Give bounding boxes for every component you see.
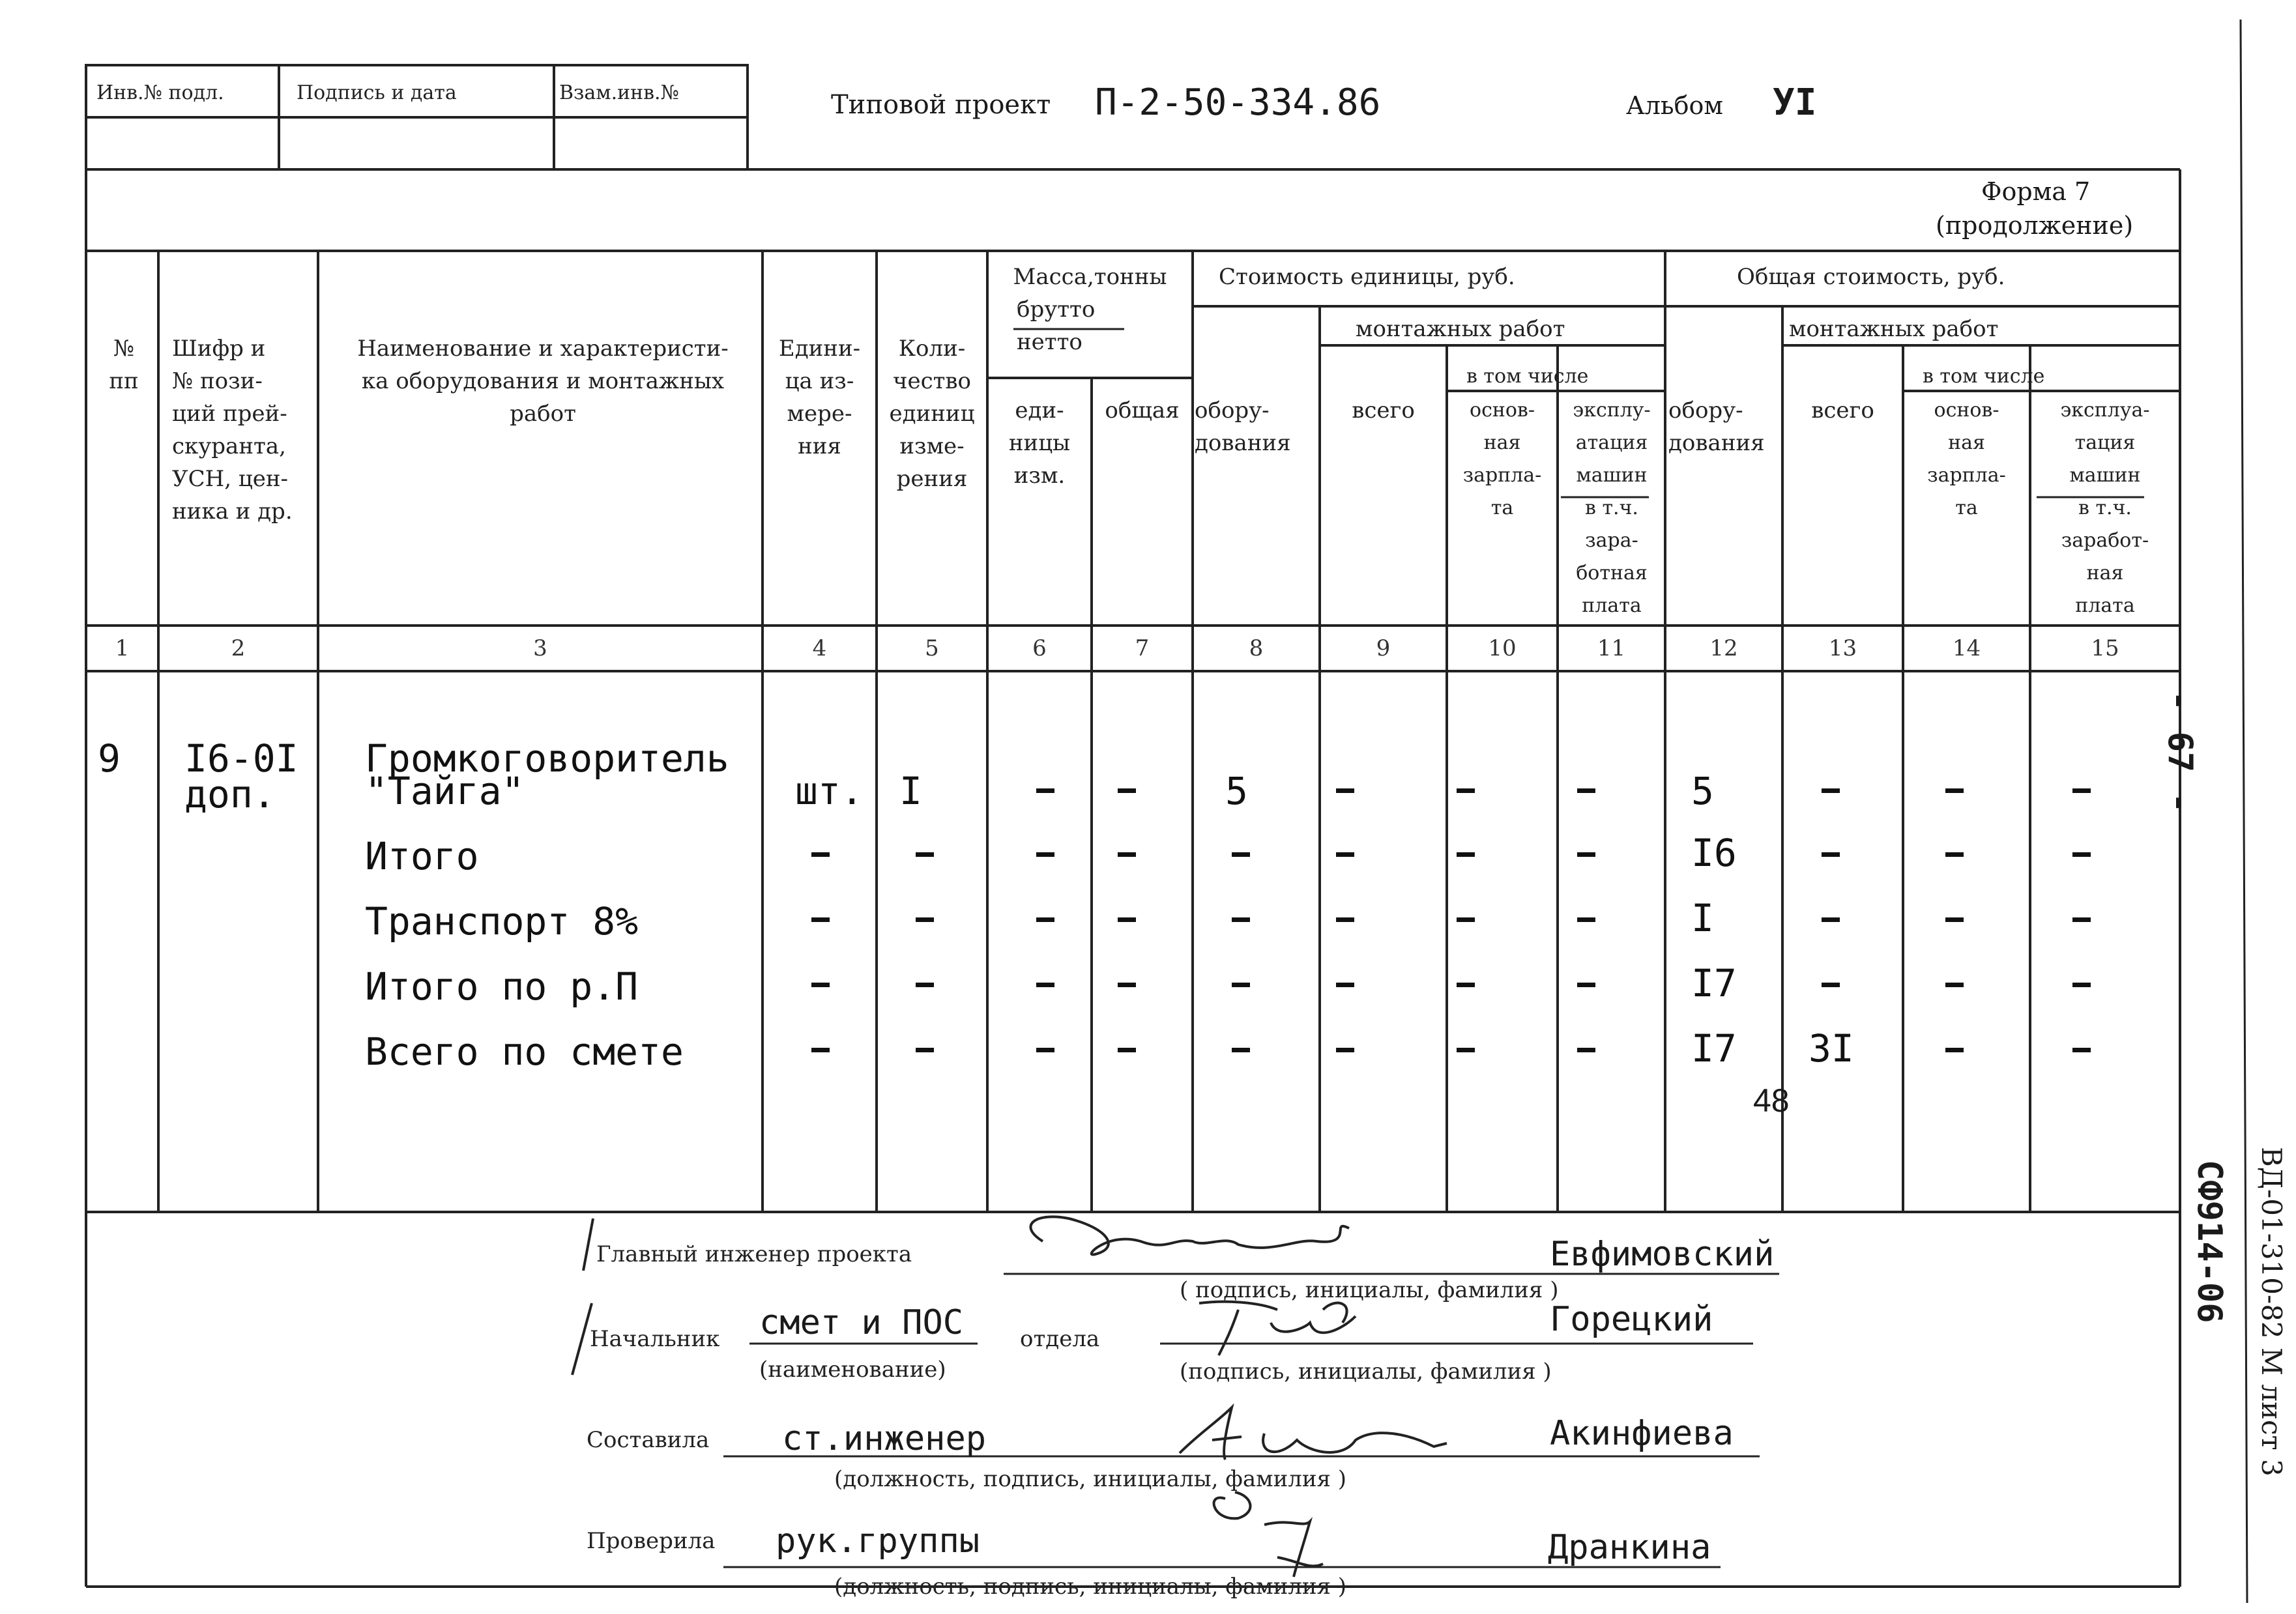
album-label: Альбом [1626, 91, 1723, 120]
col2-h-line: скуранта, [172, 433, 286, 459]
total-mount-header: монтажных работ [1789, 316, 1999, 342]
unit-cost-header: Стоимость единицы, руб. [1219, 264, 1515, 290]
dash-mark [1457, 852, 1475, 857]
dash-mark [1945, 1048, 1964, 1052]
col11-h-line: зара- [1585, 529, 1638, 552]
col-number: 13 [1828, 635, 1857, 661]
stamp-sign-label: Подпись и дата [297, 81, 457, 104]
dash-mark [916, 1048, 934, 1052]
col5-h-line: Коли- [898, 336, 966, 362]
dash-mark [1577, 788, 1595, 793]
col2-h-line: Шифр и [172, 336, 266, 362]
cell-name: Всего по смете [365, 1030, 684, 1074]
dash-mark [1118, 917, 1136, 922]
dash-mark [1577, 1048, 1595, 1052]
unit-mount-header: монтажных работ [1356, 316, 1565, 342]
dash-mark [1336, 1048, 1354, 1052]
dash-mark [1036, 788, 1054, 793]
cell-qty: I [899, 769, 922, 813]
col11-header [1560, 394, 1664, 622]
checked-name: Дранкина [1548, 1528, 1711, 1567]
checked-caption: (должность, подпись, инициалы, фамилия ) [834, 1574, 1347, 1600]
col14-h-line: зарпла- [1927, 464, 2006, 487]
col1-h-line: № [113, 336, 135, 362]
dash-mark [1945, 983, 1964, 987]
mass-brutto: брутто [1017, 296, 1096, 323]
head-dept-suffix: отдела [1020, 1326, 1100, 1352]
composed-position: ст.инженер [782, 1419, 987, 1458]
col2-h-line: ций прей- [172, 401, 287, 427]
dash-mark [1336, 983, 1354, 987]
cell-c12: I7 [1691, 1026, 1737, 1071]
head-dept: смет и ПОС [759, 1303, 964, 1342]
cell-c12: 5 [1691, 769, 1714, 813]
dash-mark [2072, 788, 2091, 793]
project-label: Типовой проект [831, 90, 1051, 120]
composed-label: Составила [587, 1427, 710, 1453]
col8-header [1195, 394, 1318, 459]
dash-mark [1822, 852, 1840, 857]
col5-header [880, 332, 984, 495]
dash-mark [1118, 983, 1136, 987]
dash-mark [1822, 983, 1840, 987]
dash-mark [916, 983, 934, 987]
mass-title: Масса,тонны [1013, 264, 1167, 290]
dash-mark [1232, 917, 1250, 922]
col-number: 10 [1488, 635, 1517, 661]
mass-header [991, 261, 1189, 358]
col6-h-line: еди- [1015, 397, 1064, 424]
dash-mark [1945, 917, 1964, 922]
cell-c12: I6 [1691, 831, 1737, 875]
col-number: 3 [533, 635, 547, 661]
composed-caption: (должность, подпись, инициалы, фамилия ) [834, 1466, 1347, 1492]
col-number: 15 [2091, 635, 2119, 661]
chief-label: Главный инженер проекта [596, 1241, 912, 1267]
col-number: 6 [1032, 635, 1047, 661]
col15-h-line: в т.ч. [2078, 497, 2132, 519]
col-number: 1 [115, 635, 130, 661]
col15-h-line: машин [2069, 464, 2141, 487]
dash-mark [2072, 1048, 2091, 1052]
dash-mark [1822, 917, 1840, 922]
col15-h-line: заработ- [2061, 529, 2149, 552]
cell-code: I6-0I [184, 736, 298, 781]
col-number: 4 [812, 635, 827, 661]
col11-h-line: атация [1575, 431, 1648, 454]
col3-header [325, 332, 761, 430]
col11-h-line: эксплу- [1573, 399, 1651, 422]
dash-mark [1945, 852, 1964, 857]
col9-h-line: всего [1352, 397, 1415, 424]
col13-header [1786, 394, 1900, 427]
album-number: УI [1773, 81, 1817, 124]
col15-h-line: плата [2075, 594, 2135, 617]
col2-h-line: № пози- [172, 368, 263, 394]
col14-h-line: ная [1948, 431, 1985, 454]
col-number: 9 [1376, 635, 1391, 661]
chief-caption: ( подпись, инициалы, фамилия ) [1180, 1277, 1559, 1303]
form-label: Форма 7 [1981, 177, 2091, 206]
col5-h-line: изме- [899, 433, 965, 459]
col11-h-line: ботная [1576, 562, 1648, 584]
col11-h-line: в т.ч. [1585, 497, 1638, 519]
col10-header [1450, 394, 1554, 525]
col12-header [1668, 394, 1782, 459]
cell-num: 9 [98, 736, 121, 781]
cell-c12: I [1691, 896, 1714, 940]
col-number: 7 [1135, 635, 1150, 661]
col-number: 14 [1952, 635, 1981, 661]
col13-h-line: всего [1811, 397, 1874, 424]
dash-mark [1118, 788, 1136, 793]
col-number: 5 [925, 635, 939, 661]
mass-netto: нетто [1017, 329, 1083, 355]
dash-mark [916, 917, 934, 922]
composed-name: Акинфиева [1550, 1414, 1734, 1453]
cell-c8: 5 [1225, 769, 1248, 813]
col-number: 8 [1249, 635, 1264, 661]
dash-mark [1232, 983, 1250, 987]
total-incl-header: в том числе [1923, 365, 2045, 388]
dash-mark [1118, 852, 1136, 857]
page-mark: 48 [1753, 1082, 1790, 1119]
col3-h-line: работ [510, 401, 576, 427]
col10-h-line: та [1490, 497, 1514, 519]
dash-mark [811, 917, 830, 922]
dash-mark [2072, 983, 2091, 987]
col5-h-line: чество [892, 368, 972, 394]
dash-mark [1036, 983, 1054, 987]
col15-h-line: эксплуа- [2060, 399, 2150, 422]
cell-c12: I7 [1691, 961, 1737, 1005]
stamp-inv-label: Инв.№ подл. [96, 81, 224, 104]
head-dept-caption: (наименование) [759, 1357, 946, 1383]
col1-h-line: пп [109, 368, 139, 394]
col15-header [2033, 394, 2177, 622]
col14-header [1906, 394, 2027, 525]
col10-h-line: ная [1483, 431, 1521, 454]
cell-c13: 3I [1809, 1026, 1854, 1071]
cell-unit: шт. [795, 769, 864, 813]
dash-mark [1457, 1048, 1475, 1052]
unit-incl-header: в том числе [1466, 365, 1589, 388]
col4-h-line: ния [798, 433, 841, 459]
col4-h-line: ца из- [785, 368, 854, 394]
col5-h-line: единиц [889, 401, 975, 427]
dash-mark [1945, 788, 1964, 793]
dash-mark [1822, 788, 1840, 793]
dash-mark [1336, 917, 1354, 922]
col14-h-line: основ- [1934, 399, 1999, 422]
col2-header [163, 332, 314, 528]
head-caption: (подпись, инициалы, фамилия ) [1180, 1359, 1552, 1385]
dash-mark [1036, 917, 1054, 922]
cell-name: Итого по р.П [365, 964, 639, 1009]
dash-mark [1577, 917, 1595, 922]
total-cost-header: Общая стоимость, руб. [1737, 264, 2005, 290]
cell-name-2: "Тайга" [365, 769, 525, 813]
dash-mark [916, 852, 934, 857]
col15-h-line: ная [2086, 562, 2124, 584]
col4-header [766, 332, 873, 463]
dash-mark [1457, 788, 1475, 793]
dash-mark [811, 852, 830, 857]
cell-name: Транспорт 8% [365, 899, 639, 944]
head-label: Начальник [590, 1326, 720, 1352]
cell-name: Итого [365, 834, 479, 878]
col6-h-line: ницы [1008, 430, 1071, 456]
stamp-vzam-label: Взам.инв.№ [559, 81, 679, 104]
project-number: П-2-50-334.86 [1095, 81, 1381, 124]
col4-h-line: мере- [787, 401, 852, 427]
col1-header [98, 332, 150, 397]
dash-mark [1336, 788, 1354, 793]
dash-mark [1577, 983, 1595, 987]
checked-position: рук.группы [776, 1521, 980, 1561]
col11-h-line: машин [1576, 464, 1648, 487]
col8-h-line: дования [1195, 430, 1291, 456]
col4-h-line: Едини- [778, 336, 861, 362]
chief-name: Евфимовский [1550, 1235, 1775, 1274]
col6-h-line: изм. [1013, 463, 1066, 489]
col11-h-line: плата [1582, 594, 1642, 617]
col10-h-line: основ- [1470, 399, 1535, 422]
dash-mark [1232, 852, 1250, 857]
margin-page-number: - 67 - [2160, 691, 2200, 813]
col-number: 12 [1709, 635, 1738, 661]
dash-mark [2072, 917, 2091, 922]
dash-mark [811, 983, 830, 987]
col15-h-line: тация [2074, 431, 2136, 454]
dash-mark [1232, 1048, 1250, 1052]
col9-header [1323, 394, 1444, 427]
col3-h-line: Наименование и характеристи- [357, 336, 729, 362]
cell-name: Громкоговоритель [365, 736, 729, 781]
col12-h-line: обору- [1668, 397, 1743, 424]
col-number: 11 [1597, 635, 1626, 661]
col5-h-line: рения [896, 466, 968, 492]
col-number: 2 [231, 635, 246, 661]
col7-h-line: общая [1105, 397, 1180, 424]
margin-sheet: ВД-01-310-82 М лист 3 [2256, 1147, 2288, 1477]
form-cont: (продолжение) [1936, 211, 2134, 240]
col7-header [1095, 394, 1189, 427]
dash-mark [1336, 852, 1354, 857]
margin-code: СФ914-06 [2190, 1160, 2229, 1323]
col12-h-line: дования [1668, 430, 1765, 456]
dash-mark [1036, 852, 1054, 857]
col10-h-line: зарпла- [1462, 464, 1542, 487]
col14-h-line: та [1955, 497, 1978, 519]
dash-mark [1036, 1048, 1054, 1052]
dash-mark [1457, 983, 1475, 987]
checked-label: Проверила [587, 1528, 716, 1554]
dash-mark [1577, 852, 1595, 857]
col3-h-line: ка оборудования и монтажных [361, 368, 725, 394]
head-name: Горецкий [1550, 1300, 1713, 1339]
dash-mark [1118, 1048, 1136, 1052]
dash-mark [811, 1048, 830, 1052]
dash-mark [2072, 852, 2091, 857]
col2-h-line: ника и др. [172, 498, 293, 525]
col2-h-line: УСН, цен- [172, 466, 288, 492]
col6-header [991, 394, 1088, 492]
dash-mark [1457, 917, 1475, 922]
col8-h-line: обору- [1195, 397, 1270, 424]
cell-code-suffix: доп. [184, 772, 276, 816]
